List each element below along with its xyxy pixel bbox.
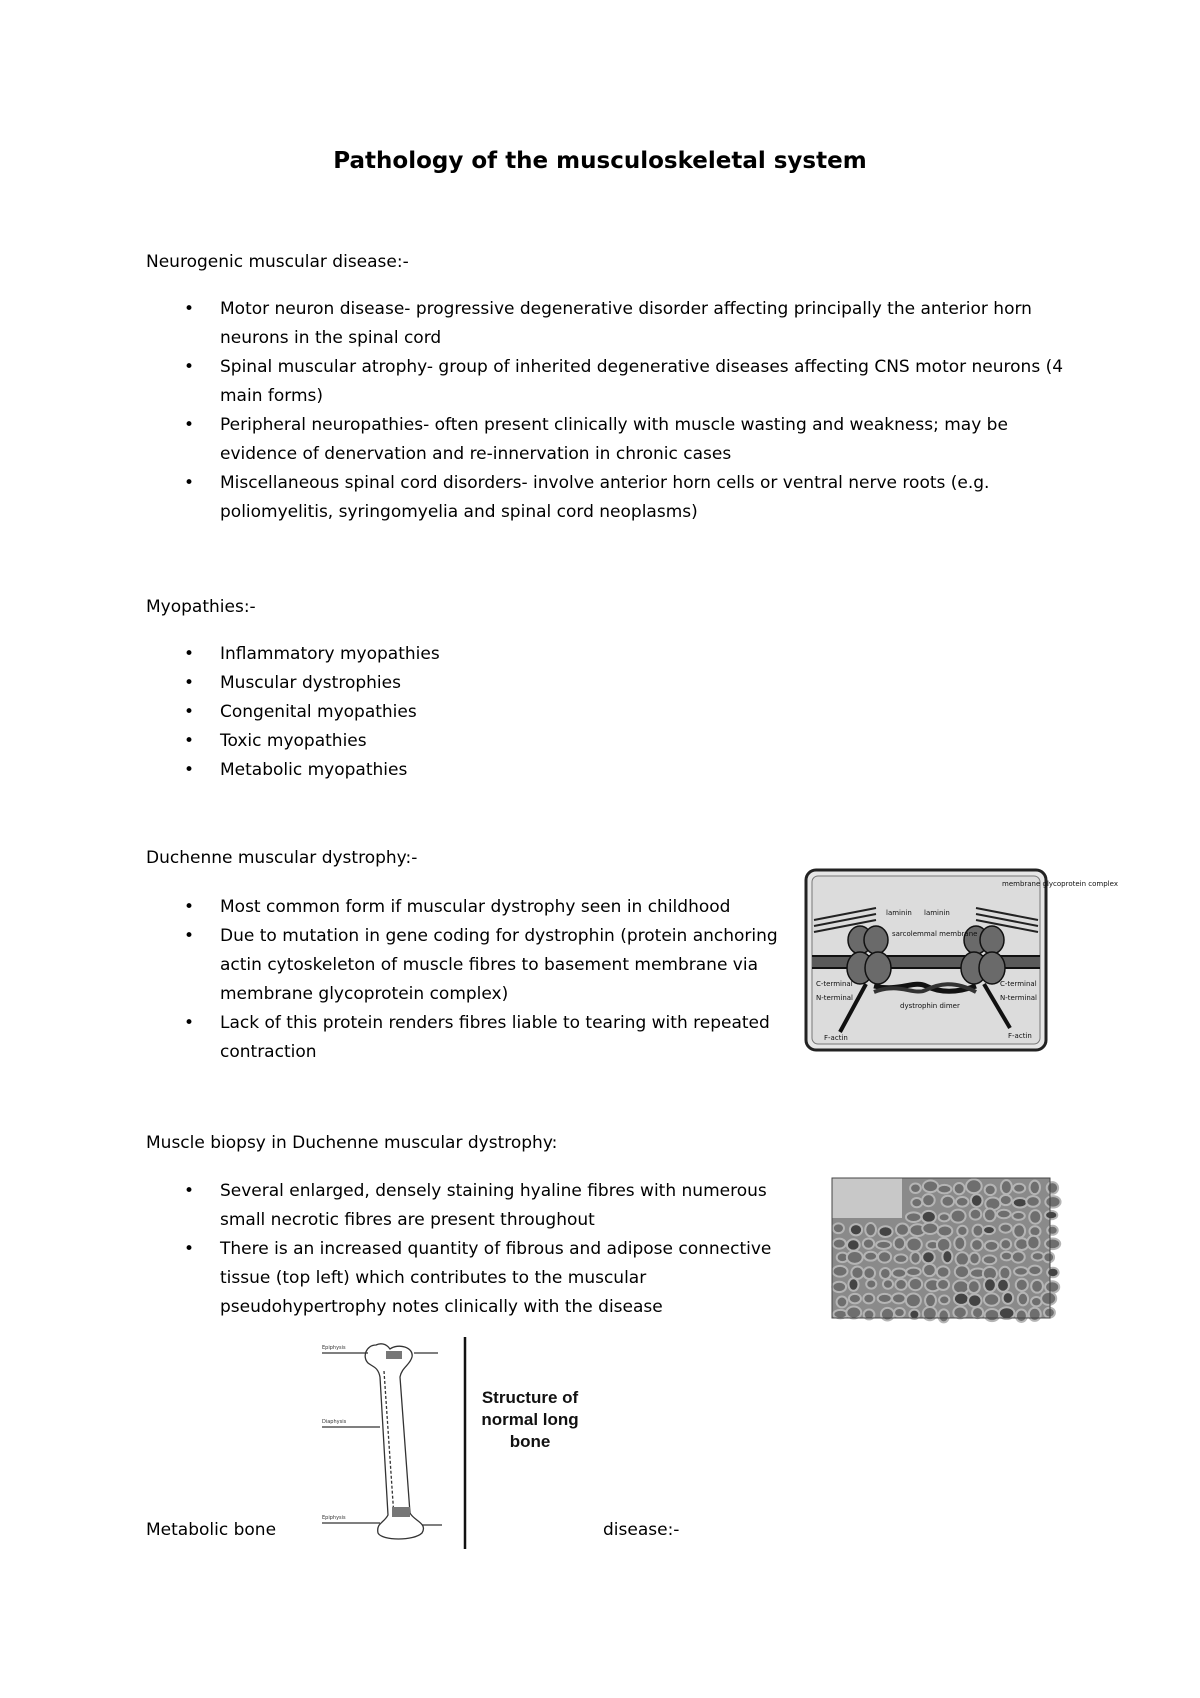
muscle-fibre xyxy=(1014,1267,1028,1276)
muscle-fibre xyxy=(983,1226,995,1234)
muscle-fibre xyxy=(863,1238,874,1248)
muscle-fibre xyxy=(925,1294,936,1307)
svg-text:Epiphysis: Epiphysis xyxy=(322,1345,346,1351)
muscle-fibre xyxy=(910,1184,921,1193)
muscle-fibre xyxy=(999,1307,1015,1319)
muscle-fibre xyxy=(849,1294,861,1304)
muscle-fibre xyxy=(1001,1252,1012,1261)
muscle-fibre xyxy=(846,1307,861,1319)
long-bone-diagram xyxy=(318,1337,468,1549)
label-laminin-2: laminin xyxy=(924,909,950,917)
list-item: • Spinal muscular atrophy- group of inherited degenerative diseases affecting CNS motor neurons (4 main forms) xyxy=(0,353,1070,411)
muscle-fibre xyxy=(1032,1252,1044,1260)
myopathies-heading: Myopathies:- xyxy=(146,597,256,617)
muscle-fibre xyxy=(951,1210,966,1223)
muscle-fibre xyxy=(910,1252,920,1264)
muscle-fibre xyxy=(966,1179,982,1193)
muscle-fibre xyxy=(1000,1195,1012,1205)
muscle-fibre xyxy=(906,1294,921,1308)
muscle-fibre xyxy=(1045,1211,1057,1219)
muscle-fibre xyxy=(864,1252,877,1261)
muscle-fibre xyxy=(833,1266,848,1277)
muscle-fibre xyxy=(923,1181,938,1193)
list-item: • Several enlarged, densely staining hyaline fibres with numerous small necrotic fibres are present throughout xyxy=(0,1177,810,1235)
muscle-fibre xyxy=(955,1265,969,1278)
muscle-fibre xyxy=(878,1251,891,1262)
muscle-fibre xyxy=(1031,1280,1043,1293)
svg-text:Diaphysis: Diaphysis xyxy=(322,1419,347,1425)
muscle-fibre xyxy=(983,1255,997,1264)
muscle-fibre xyxy=(999,1267,1010,1280)
list-item: • Inflammatory myopathies xyxy=(0,640,1070,669)
bone-label-line: Structure of xyxy=(481,1388,579,1407)
muscle-fibre xyxy=(895,1279,907,1290)
muscle-fibre xyxy=(938,1225,953,1236)
muscle-fibre xyxy=(892,1293,906,1303)
muscle-fibre xyxy=(848,1278,858,1290)
label-dystrophin-dimer: dystrophin dimer xyxy=(900,1002,960,1010)
muscle-fibre xyxy=(942,1250,952,1263)
muscle-fibre xyxy=(832,1282,846,1292)
muscle-fibre xyxy=(833,1223,844,1233)
muscle-fibre xyxy=(880,1268,891,1279)
muscle-fibre xyxy=(922,1251,935,1263)
label-laminin-1: laminin xyxy=(886,909,912,917)
muscle-fibre xyxy=(1027,1236,1039,1250)
muscle-fibre xyxy=(1001,1180,1012,1194)
muscle-fibre xyxy=(1013,1184,1025,1193)
muscle-fibre xyxy=(1045,1238,1060,1249)
muscle-fibre xyxy=(833,1310,847,1319)
muscle-fibre xyxy=(972,1225,983,1237)
duchenne-list xyxy=(0,893,780,1067)
muscle-fibre xyxy=(922,1223,938,1234)
muscle-fibre xyxy=(954,1183,965,1194)
muscle-fibre xyxy=(847,1239,860,1250)
muscle-fibre xyxy=(922,1194,934,1206)
muscle-fibre xyxy=(957,1226,967,1236)
list-item: • Most common form if muscular dystrophy seen in childhood xyxy=(0,893,780,922)
muscle-fibre xyxy=(876,1241,891,1249)
muscle-fibre xyxy=(865,1223,876,1236)
list-item: • Toxic myopathies xyxy=(0,727,1070,756)
label-c-terminal-right: C-terminal xyxy=(1000,980,1037,988)
label-f-actin-right: F-actin xyxy=(1008,1032,1032,1040)
muscle-fibre xyxy=(1029,1210,1041,1224)
muscle-fibre xyxy=(906,1268,921,1276)
muscle-fibre xyxy=(850,1224,862,1235)
label-f-actin-left: F-actin xyxy=(824,1034,848,1042)
list-item: • Miscellaneous spinal cord disorders- involve anterior horn cells or ventral nerve roots (e.g. poliomyelitis, syringomyelia and spinal cord neoplasms) xyxy=(0,469,1070,527)
muscle-fibre xyxy=(1013,1198,1027,1208)
muscle-fibre xyxy=(1047,1226,1058,1235)
muscle-fibre xyxy=(1026,1196,1040,1207)
muscle-fibre xyxy=(1015,1238,1028,1250)
muscle-fibre xyxy=(896,1224,909,1236)
muscle-fibre xyxy=(971,1194,983,1207)
list-item: • Metabolic myopathies xyxy=(0,756,1070,785)
muscle-fibre xyxy=(1012,1251,1025,1262)
myopathies-list xyxy=(0,640,1070,785)
muscle-fibre xyxy=(954,1293,969,1305)
muscle-fibre xyxy=(997,1279,1009,1292)
list-item: • There is an increased quantity of fibrous and adipose connective tissue (top left) which contributes to the muscular pseudohypertrophy notes clinically with the disease xyxy=(0,1235,810,1322)
muscle-fibre xyxy=(984,1278,996,1292)
muscle-fibre xyxy=(984,1293,999,1305)
page-title: Pathology of the musculoskeletal system xyxy=(333,148,867,174)
muscle-fibre xyxy=(863,1267,875,1279)
muscle-fibre xyxy=(968,1294,981,1307)
muscle-fibre xyxy=(1043,1252,1054,1262)
muscle-fibre xyxy=(1044,1308,1055,1318)
neurogenic-list xyxy=(0,295,1070,527)
muscle-fibre xyxy=(1047,1268,1058,1277)
muscle-fibre xyxy=(1045,1196,1060,1208)
muscle-fibre xyxy=(937,1185,951,1193)
muscle-fibre xyxy=(938,1309,948,1322)
svg-text:Epiphysis: Epiphysis xyxy=(322,1515,346,1521)
muscle-fibre xyxy=(1045,1281,1059,1293)
muscle-fibre xyxy=(1047,1182,1058,1194)
muscle-fibre xyxy=(833,1239,846,1249)
muscle-fibre xyxy=(892,1269,906,1278)
muscle-fibre xyxy=(894,1254,907,1263)
muscle-fibre xyxy=(1013,1224,1025,1237)
muscle-fibre xyxy=(1018,1293,1028,1306)
muscle-fibre xyxy=(881,1308,894,1321)
muscle-fibre xyxy=(1000,1239,1011,1249)
muscle-fibre xyxy=(906,1238,921,1252)
muscle-fibre xyxy=(1031,1297,1042,1306)
label-n-terminal-left: N-terminal xyxy=(816,994,854,1002)
label-sarcolemmal: sarcolemmal membrane xyxy=(892,930,978,938)
muscle-fibre xyxy=(1028,1266,1041,1275)
muscle-fibre xyxy=(939,1213,950,1221)
bone-label-line: normal long xyxy=(481,1410,579,1429)
muscle-fibre xyxy=(1012,1212,1024,1220)
duchenne-heading: Duchenne muscular dystrophy:- xyxy=(146,848,418,868)
muscle-fibre xyxy=(971,1239,983,1251)
muscle-fibre xyxy=(847,1251,863,1264)
muscle-fibre xyxy=(1029,1226,1040,1236)
muscle-fibre xyxy=(837,1297,848,1308)
muscle-fibre xyxy=(972,1307,983,1318)
muscle-fibre xyxy=(923,1264,936,1276)
metabolic-heading-left: Metabolic bone xyxy=(146,1520,277,1540)
muscle-fibre xyxy=(956,1197,969,1207)
muscle-fibre xyxy=(851,1266,863,1278)
list-item: • Motor neuron disease- progressive degenerative disorder affecting principally the anterior horn neurons in the spinal cord xyxy=(0,295,1070,353)
muscle-fibre xyxy=(883,1279,893,1288)
list-item: • Due to mutation in gene coding for dystrophin (protein anchoring actin cytoskeleton of muscle fibres to basement membrane via membrane glycoprotein complex) xyxy=(0,922,780,1009)
muscle-fibre xyxy=(969,1253,979,1265)
bone-diagram-label xyxy=(470,1387,590,1453)
muscle-fibre xyxy=(866,1279,876,1288)
muscle-fibre xyxy=(937,1266,950,1277)
muscle-fibre xyxy=(1041,1292,1056,1305)
label-c-terminal-left: C-terminal xyxy=(816,980,853,988)
muscle-fibre xyxy=(953,1307,966,1319)
muscle-fibre xyxy=(922,1211,936,1223)
muscle-fibre xyxy=(941,1196,954,1207)
muscle-biopsy-micrograph xyxy=(832,1178,1050,1318)
list-item: • Congenital myopathies xyxy=(0,698,1070,727)
label-n-terminal-right: N-terminal xyxy=(1000,994,1038,1002)
biopsy-list xyxy=(0,1177,810,1322)
muscle-fibre xyxy=(956,1252,969,1265)
list-item: • Peripheral neuropathies- often present clinically with muscle wasting and weakness; may be evidence of denervation and re-innervation in chronic cases xyxy=(0,411,1070,469)
muscle-fibre xyxy=(968,1280,980,1293)
metabolic-heading-right: disease:- xyxy=(603,1520,680,1540)
muscle-fibre xyxy=(878,1294,892,1303)
muscle-fibre xyxy=(985,1241,999,1251)
dystrophin-complex-diagram xyxy=(804,868,1118,1052)
muscle-fibre xyxy=(1016,1279,1028,1291)
label-membrane-complex: membrane glycoprotein complex xyxy=(1002,880,1118,888)
muscle-fibre xyxy=(954,1237,965,1251)
muscle-fibre xyxy=(1003,1292,1014,1304)
muscle-fibre xyxy=(999,1224,1011,1233)
muscle-fibre xyxy=(1030,1181,1040,1195)
list-item: • Lack of this protein renders fibres liable to tearing with repeated contraction xyxy=(0,1009,780,1067)
muscle-fibre xyxy=(1029,1308,1041,1321)
muscle-fibre xyxy=(894,1237,905,1249)
muscle-fibre xyxy=(906,1212,921,1222)
muscle-fibre xyxy=(911,1198,922,1207)
bone-label-line: bone xyxy=(509,1432,551,1451)
muscle-fibre xyxy=(863,1294,874,1304)
biopsy-heading: Muscle biopsy in Duchenne muscular dystrophy: xyxy=(146,1133,558,1153)
muscle-fibre xyxy=(909,1278,922,1290)
muscle-fibre xyxy=(970,1209,982,1220)
list-item: • Muscular dystrophies xyxy=(0,669,1070,698)
muscle-fibre xyxy=(985,1185,996,1196)
neurogenic-heading: Neurogenic muscular disease:- xyxy=(146,252,409,272)
muscle-fibre xyxy=(937,1279,949,1290)
muscle-fibre xyxy=(985,1309,1000,1321)
muscle-fibre xyxy=(878,1226,892,1237)
muscle-fibre xyxy=(939,1296,949,1305)
muscle-fibre xyxy=(997,1210,1011,1219)
muscle-fibre xyxy=(894,1308,905,1317)
muscle-fibre xyxy=(984,1209,996,1222)
muscle-fibre xyxy=(1016,1309,1027,1322)
